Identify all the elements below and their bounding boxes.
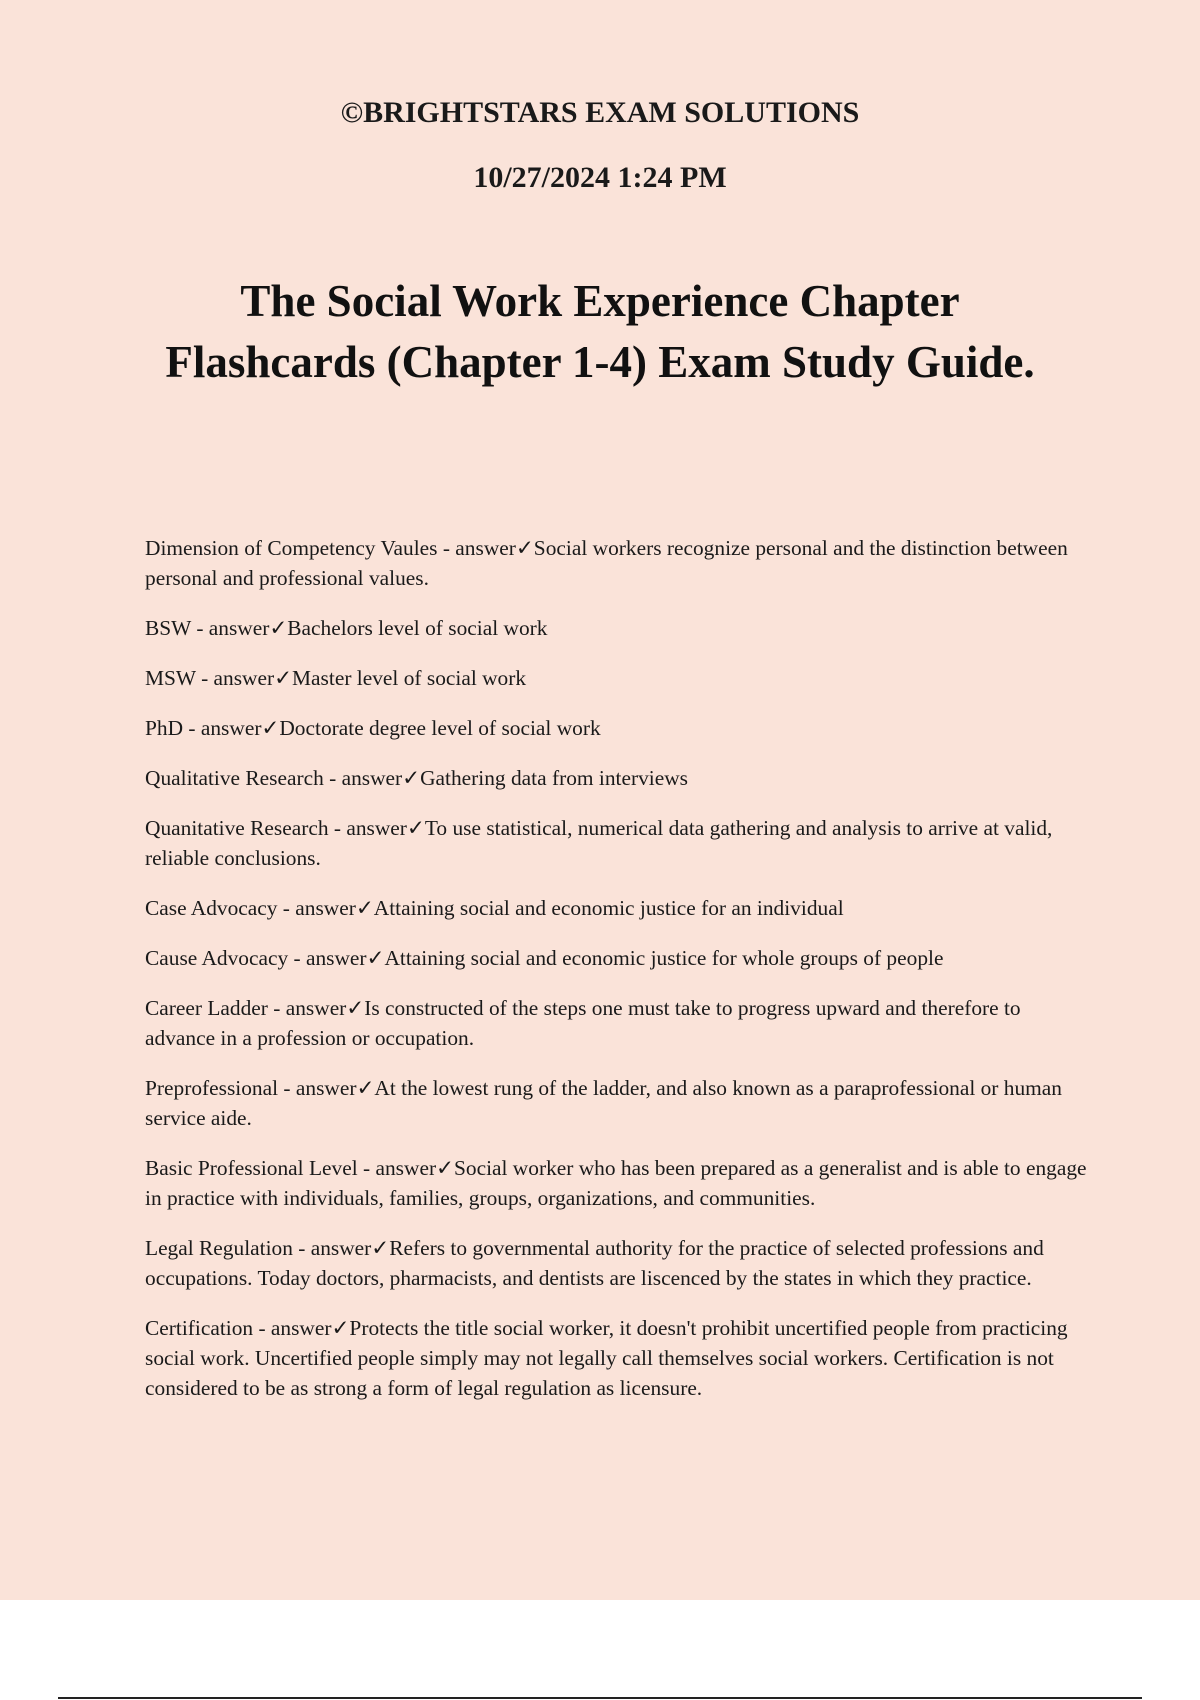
document-datetime: 10/27/2024 1:24 PM bbox=[473, 161, 727, 194]
flashcard-item: Case Advocacy - answer✓Attaining social and economic justice for an individual bbox=[145, 896, 844, 920]
flashcard-item: PhD - answer✓Doctorate degree level of social work bbox=[145, 716, 601, 740]
brand-header: ©BRIGHTSTARS EXAM SOLUTIONS bbox=[340, 96, 860, 129]
flashcard-item: MSW - answer✓Master level of social work bbox=[145, 666, 527, 690]
flashcard-item: Basic Professional Level - answer✓Social worker who has been prepared as a generalist and is able to engage in practice with individuals, families, groups, organizations, and communities. bbox=[145, 1156, 1087, 1210]
flashcard-item: Certification - answer✓Protects the title social worker, it doesn't prohibit uncertified people from practicing social work. Uncertified people simply may not legally call themselves social workers. Certification is not considered to be as strong a form of legal regulation as licensure. bbox=[145, 1316, 1068, 1400]
page-title bbox=[100, 271, 1100, 393]
flashcard-item: Qualitative Research - answer✓Gathering data from interviews bbox=[145, 766, 688, 790]
title-line-2: Flashcards (Chapter 1-4) Exam Study Guide. bbox=[165, 337, 1035, 387]
flashcard-item: Career Ladder - answer✓Is constructed of the steps one must take to progress upward and therefore to advance in a profession or occupation. bbox=[145, 996, 1021, 1050]
flashcard-item: Quanitative Research - answer✓To use statistical, numerical data gathering and analysis to arrive at valid, reliable conclusions. bbox=[145, 816, 1053, 870]
title-line-1: The Social Work Experience Chapter bbox=[240, 276, 960, 326]
footer-divider bbox=[58, 1697, 1142, 1699]
flashcard-item: Legal Regulation - answer✓Refers to governmental authority for the practice of selected professions and occupations. Today doctors, pharmacists, and dentists are liscenced by the states in which they practice. bbox=[145, 1236, 1044, 1290]
flashcard-item: Cause Advocacy - answer✓Attaining social and economic justice for whole groups of people bbox=[145, 946, 944, 970]
flashcard-list bbox=[145, 533, 1095, 1423]
flashcard-item: Dimension of Competency Vaules - answer✓Social workers recognize personal and the distinction between personal and professional values. bbox=[145, 536, 1068, 590]
flashcard-item: BSW - answer✓Bachelors level of social work bbox=[145, 616, 548, 640]
flashcard-item: Preprofessional - answer✓At the lowest rung of the ladder, and also known as a paraprofessional or human service aide. bbox=[145, 1076, 1062, 1130]
